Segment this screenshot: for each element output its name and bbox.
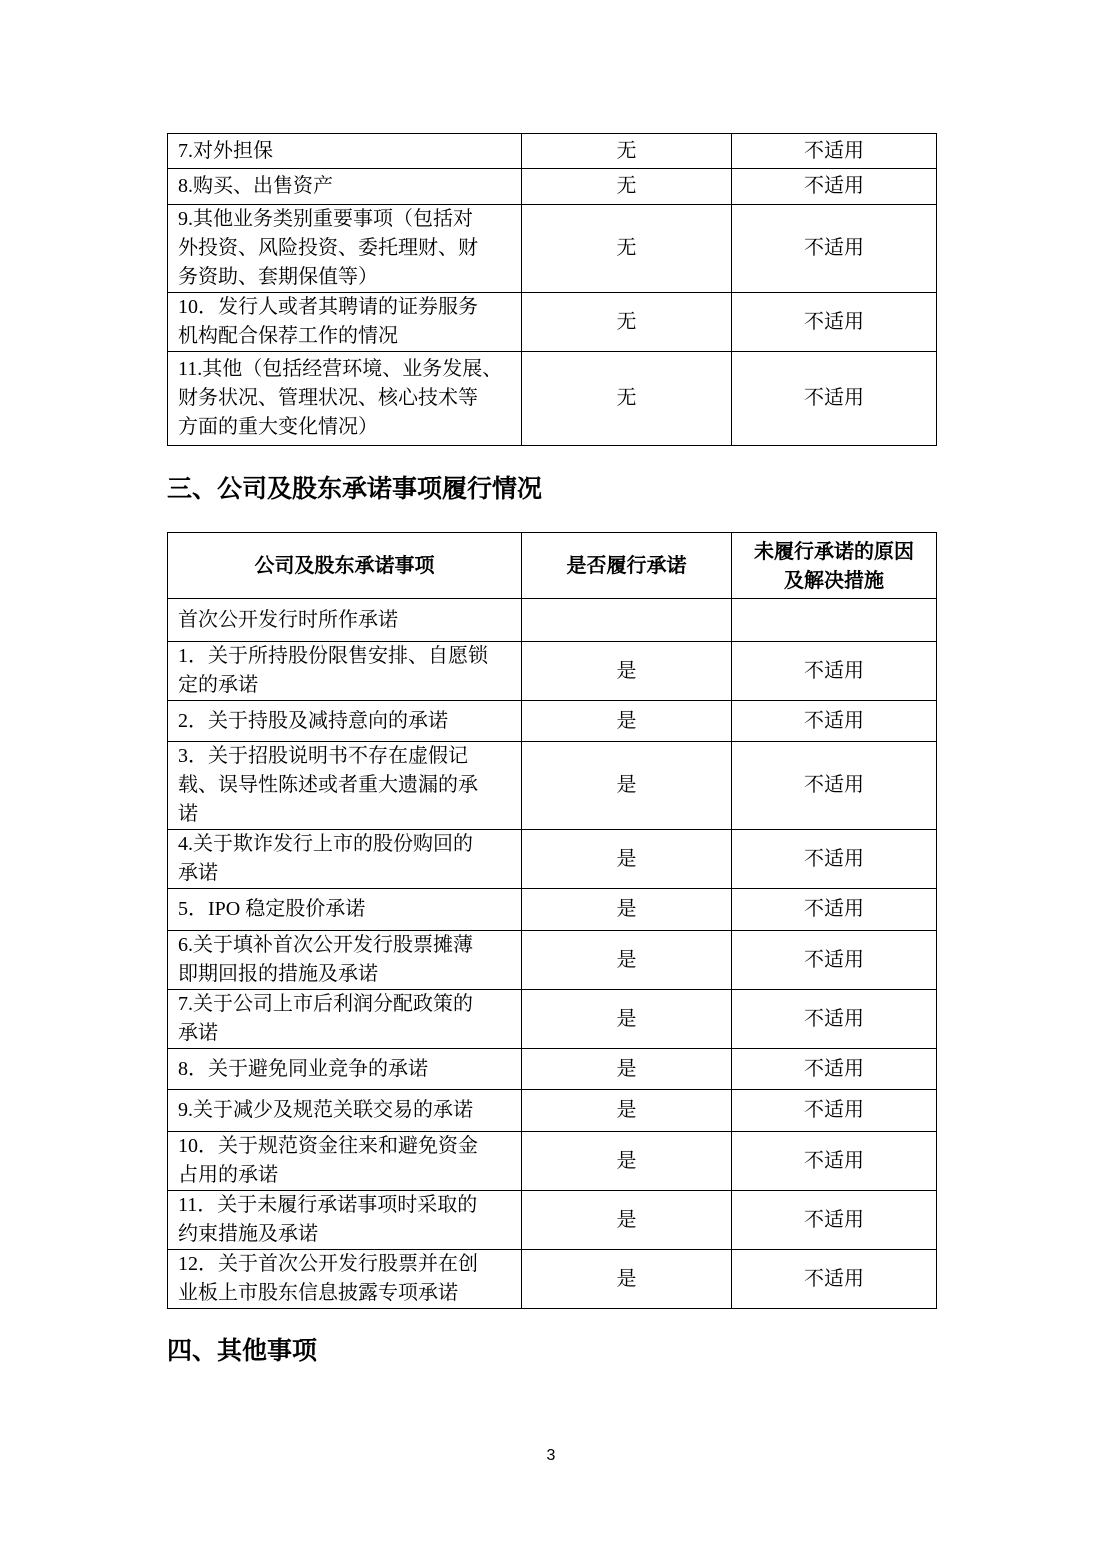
commitment-item: 5．IPO 稳定股价承诺 — [168, 889, 522, 931]
commitment-fulfilled: 是 — [522, 990, 732, 1049]
commitment-item: 12．关于首次公开发行股票并在创 业板上市股东信息披露专项承诺 — [168, 1250, 522, 1309]
table-row — [168, 352, 937, 446]
section-heading-other: 四、其他事项 — [167, 1336, 318, 1365]
commitment-reason: 不适用 — [732, 990, 937, 1049]
table-row — [168, 1191, 937, 1250]
table-row — [168, 701, 937, 742]
matter-status: 无 — [522, 134, 732, 169]
commitment-item: 6.关于填补首次公开发行股票摊薄 即期回报的措施及承诺 — [168, 931, 522, 990]
table-row — [168, 134, 937, 169]
column-header-reason: 未履行承诺的原因 及解决措施 — [732, 533, 937, 599]
matter-status: 无 — [522, 169, 732, 205]
group-label: 首次公开发行时所作承诺 — [168, 599, 522, 642]
commitment-item: 10．关于规范资金往来和避免资金 占用的承诺 — [168, 1132, 522, 1191]
commitment-item: 9.关于减少及规范关联交易的承诺 — [168, 1090, 522, 1132]
commitment-reason: 不适用 — [732, 1049, 937, 1090]
table-row — [168, 1049, 937, 1090]
commitment-item: 8．关于避免同业竞争的承诺 — [168, 1049, 522, 1090]
page-number: 3 — [546, 1447, 556, 1464]
matter-reason: 不适用 — [732, 205, 937, 293]
section-heading-commitments: 三、公司及股东承诺事项履行情况 — [167, 474, 543, 503]
table-row — [168, 642, 937, 701]
table-group-row — [168, 599, 937, 642]
matter-item: 8.购买、出售资产 — [168, 169, 522, 205]
commitment-fulfilled: 是 — [522, 1090, 732, 1132]
commitment-reason: 不适用 — [732, 701, 937, 742]
table-row — [168, 742, 937, 830]
commitment-item: 1．关于所持股份限售安排、自愿锁 定的承诺 — [168, 642, 522, 701]
table-row — [168, 889, 937, 931]
commitment-fulfilled: 是 — [522, 742, 732, 830]
commitment-fulfilled: 是 — [522, 1250, 732, 1309]
empty-cell — [522, 599, 732, 642]
column-header-fulfilled: 是否履行承诺 — [522, 533, 732, 599]
commitment-reason: 不适用 — [732, 742, 937, 830]
commitment-reason: 不适用 — [732, 931, 937, 990]
matter-item: 9.其他业务类别重要事项（包括对 外投资、风险投资、委托理财、财 务资助、套期保值等） — [168, 205, 522, 293]
commitment-fulfilled: 是 — [522, 701, 732, 742]
commitment-fulfilled: 是 — [522, 1191, 732, 1250]
matter-reason: 不适用 — [732, 293, 937, 352]
matter-item: 7.对外担保 — [168, 134, 522, 169]
table-row — [168, 1090, 937, 1132]
commitment-fulfilled: 是 — [522, 1049, 732, 1090]
matter-status: 无 — [522, 352, 732, 446]
table-row — [168, 169, 937, 205]
commitment-reason: 不适用 — [732, 1250, 937, 1309]
commitment-reason: 不适用 — [732, 889, 937, 931]
commitments-table — [167, 532, 937, 1309]
commitment-reason: 不适用 — [732, 1090, 937, 1132]
table-header-row — [168, 533, 937, 599]
table-row — [168, 1250, 937, 1309]
table-row — [168, 293, 937, 352]
commitment-item: 2．关于持股及减持意向的承诺 — [168, 701, 522, 742]
table-row — [168, 1132, 937, 1191]
table-row — [168, 931, 937, 990]
commitment-fulfilled: 是 — [522, 889, 732, 931]
commitment-fulfilled: 是 — [522, 830, 732, 889]
commitment-reason: 不适用 — [732, 642, 937, 701]
table-row — [168, 830, 937, 889]
table-row — [168, 990, 937, 1049]
commitment-fulfilled: 是 — [522, 931, 732, 990]
column-header-commitment: 公司及股东承诺事项 — [168, 533, 522, 599]
matter-status: 无 — [522, 205, 732, 293]
commitment-item: 7.关于公司上市后利润分配政策的 承诺 — [168, 990, 522, 1049]
matter-item: 11.其他（包括经营环境、业务发展、 财务状况、管理状况、核心技术等 方面的重大变化情况） — [168, 352, 522, 446]
matter-status: 无 — [522, 293, 732, 352]
matter-reason: 不适用 — [732, 134, 937, 169]
commitment-item: 11．关于未履行承诺事项时采取的 约束措施及承诺 — [168, 1191, 522, 1250]
commitment-item: 3．关于招股说明书不存在虚假记 载、误导性陈述或者重大遗漏的承 诺 — [168, 742, 522, 830]
major-matters-table — [167, 133, 937, 446]
empty-cell — [732, 599, 937, 642]
matter-reason: 不适用 — [732, 169, 937, 205]
commitment-reason: 不适用 — [732, 1191, 937, 1250]
commitment-reason: 不适用 — [732, 1132, 937, 1191]
matter-reason: 不适用 — [732, 352, 937, 446]
commitment-reason: 不适用 — [732, 830, 937, 889]
commitment-fulfilled: 是 — [522, 642, 732, 701]
matter-item: 10．发行人或者其聘请的证券服务 机构配合保荐工作的情况 — [168, 293, 522, 352]
commitment-fulfilled: 是 — [522, 1132, 732, 1191]
commitment-item: 4.关于欺诈发行上市的股份购回的 承诺 — [168, 830, 522, 889]
table-row — [168, 205, 937, 293]
